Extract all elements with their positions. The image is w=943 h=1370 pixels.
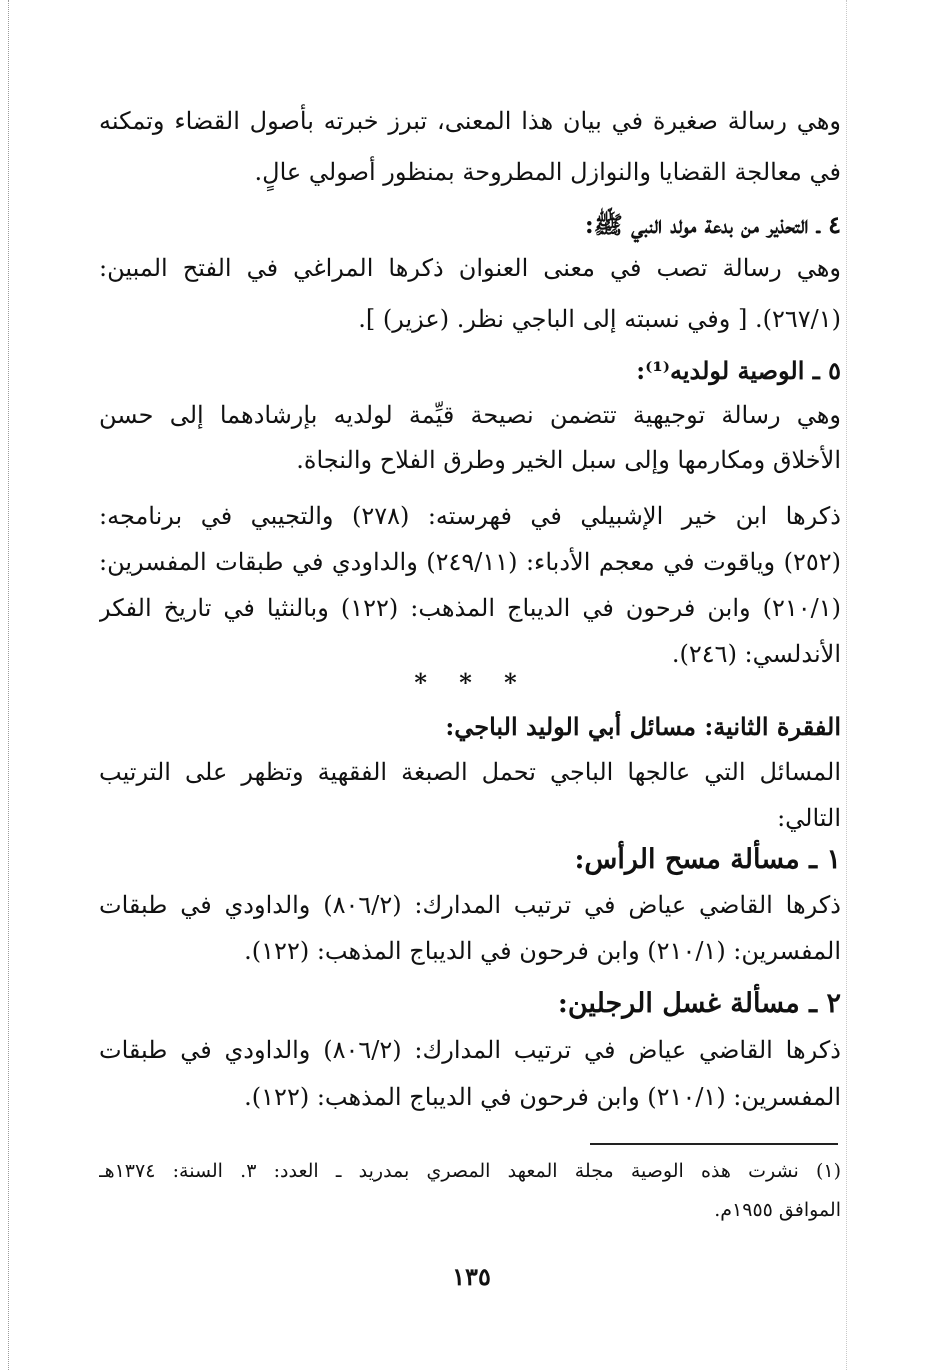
page-number: ١٣٥ [452, 1262, 491, 1291]
issue-2-line-1: ذكرها القاضي عياض في ترتيب المدارك: (٨٠٦/٢) والداودي في طبقات [99, 1036, 841, 1064]
item-4-line-2: (٢٦٧/١). [ وفي نسبته إلى الباجي نظر. (عزير) ]. [358, 305, 841, 333]
item-4-heading: ٤ ـ التحذير من بدعة مولد النبي ﷺ: [584, 210, 841, 239]
section-2-line-2: التالي: [777, 804, 841, 832]
item-5-line-1: وهي رسالة توجيهية تتضمن نصيحة قيِّمة لولديه بإرشادهما إلى حسن [99, 401, 841, 429]
footnote-line-1: (١) نشرت هذه الوصية مجلة المعهد المصري بمدريد ـ العدد: ٣. السنة: ١٣٧٤هـ [99, 1160, 841, 1182]
footnote-divider [590, 1143, 838, 1145]
item-5-line-2: الأخلاق ومكارمها وإلى سبل الخير وطرق الفلاح والنجاة. [296, 446, 841, 474]
references-line-3: (٢١٠/١) وابن فرحون في الديباج المذهب: (١٢٢) وبالنثيا في تاريخ الفكر [99, 594, 841, 622]
issue-2-line-2: المفسرين: (٢١٠/١) وابن فرحون في الديباج المذهب: (١٢٢). [244, 1083, 841, 1111]
paragraph-1-line-2: في معالجة القضايا والنوازل المطروحة بمنظور أصولي عالٍ. [254, 158, 841, 186]
issue-1-line-1: ذكرها القاضي عياض في ترتيب المدارك: (٨٠٦/٢) والداودي في طبقات [99, 891, 841, 919]
issue-1-heading: ١ ـ مسألة مسح الرأس: [574, 844, 841, 875]
issue-1-line-2: المفسرين: (٢١٠/١) وابن فرحون في الديباج المذهب: (١٢٢). [244, 937, 841, 965]
paragraph-1-line-1: وهي رسالة صغيرة في بيان هذا المعنى، تبرز خبرته بأصول القضاء وتمكنه [99, 107, 841, 135]
item-4-line-1: وهي رسالة تصب في معنى العنوان ذكرها المراغي في الفتح المبين: [99, 254, 841, 282]
references-line-1: ذكرها ابن خير الإشبيلي في فهرسته: (٢٧٨) والتجيبي في برنامجه: [99, 502, 841, 530]
footnote-line-2: الموافق ١٩٥٥م. [714, 1199, 841, 1221]
section-separator: * * * [414, 668, 529, 697]
references-line-2: (٢٥٢) وياقوت في معجم الأدباء: (٢٤٩/١١) والداودي في طبقات المفسرين: [99, 548, 841, 576]
issue-2-heading: ٢ ـ مسألة غسل الرجلين: [557, 988, 841, 1019]
section-2-heading: الفقرة الثانية: مسائل أبي الوليد الباجي: [445, 712, 841, 741]
section-2-line-1: المسائل التي عالجها الباجي تحمل الصبغة الفقهية وتظهر على الترتيب [99, 758, 841, 786]
references-line-4: الأندلسي: (٢٤٦). [671, 640, 841, 668]
item-5-heading: ٥ ـ الوصية لولديه⁽¹⁾: [636, 356, 841, 385]
